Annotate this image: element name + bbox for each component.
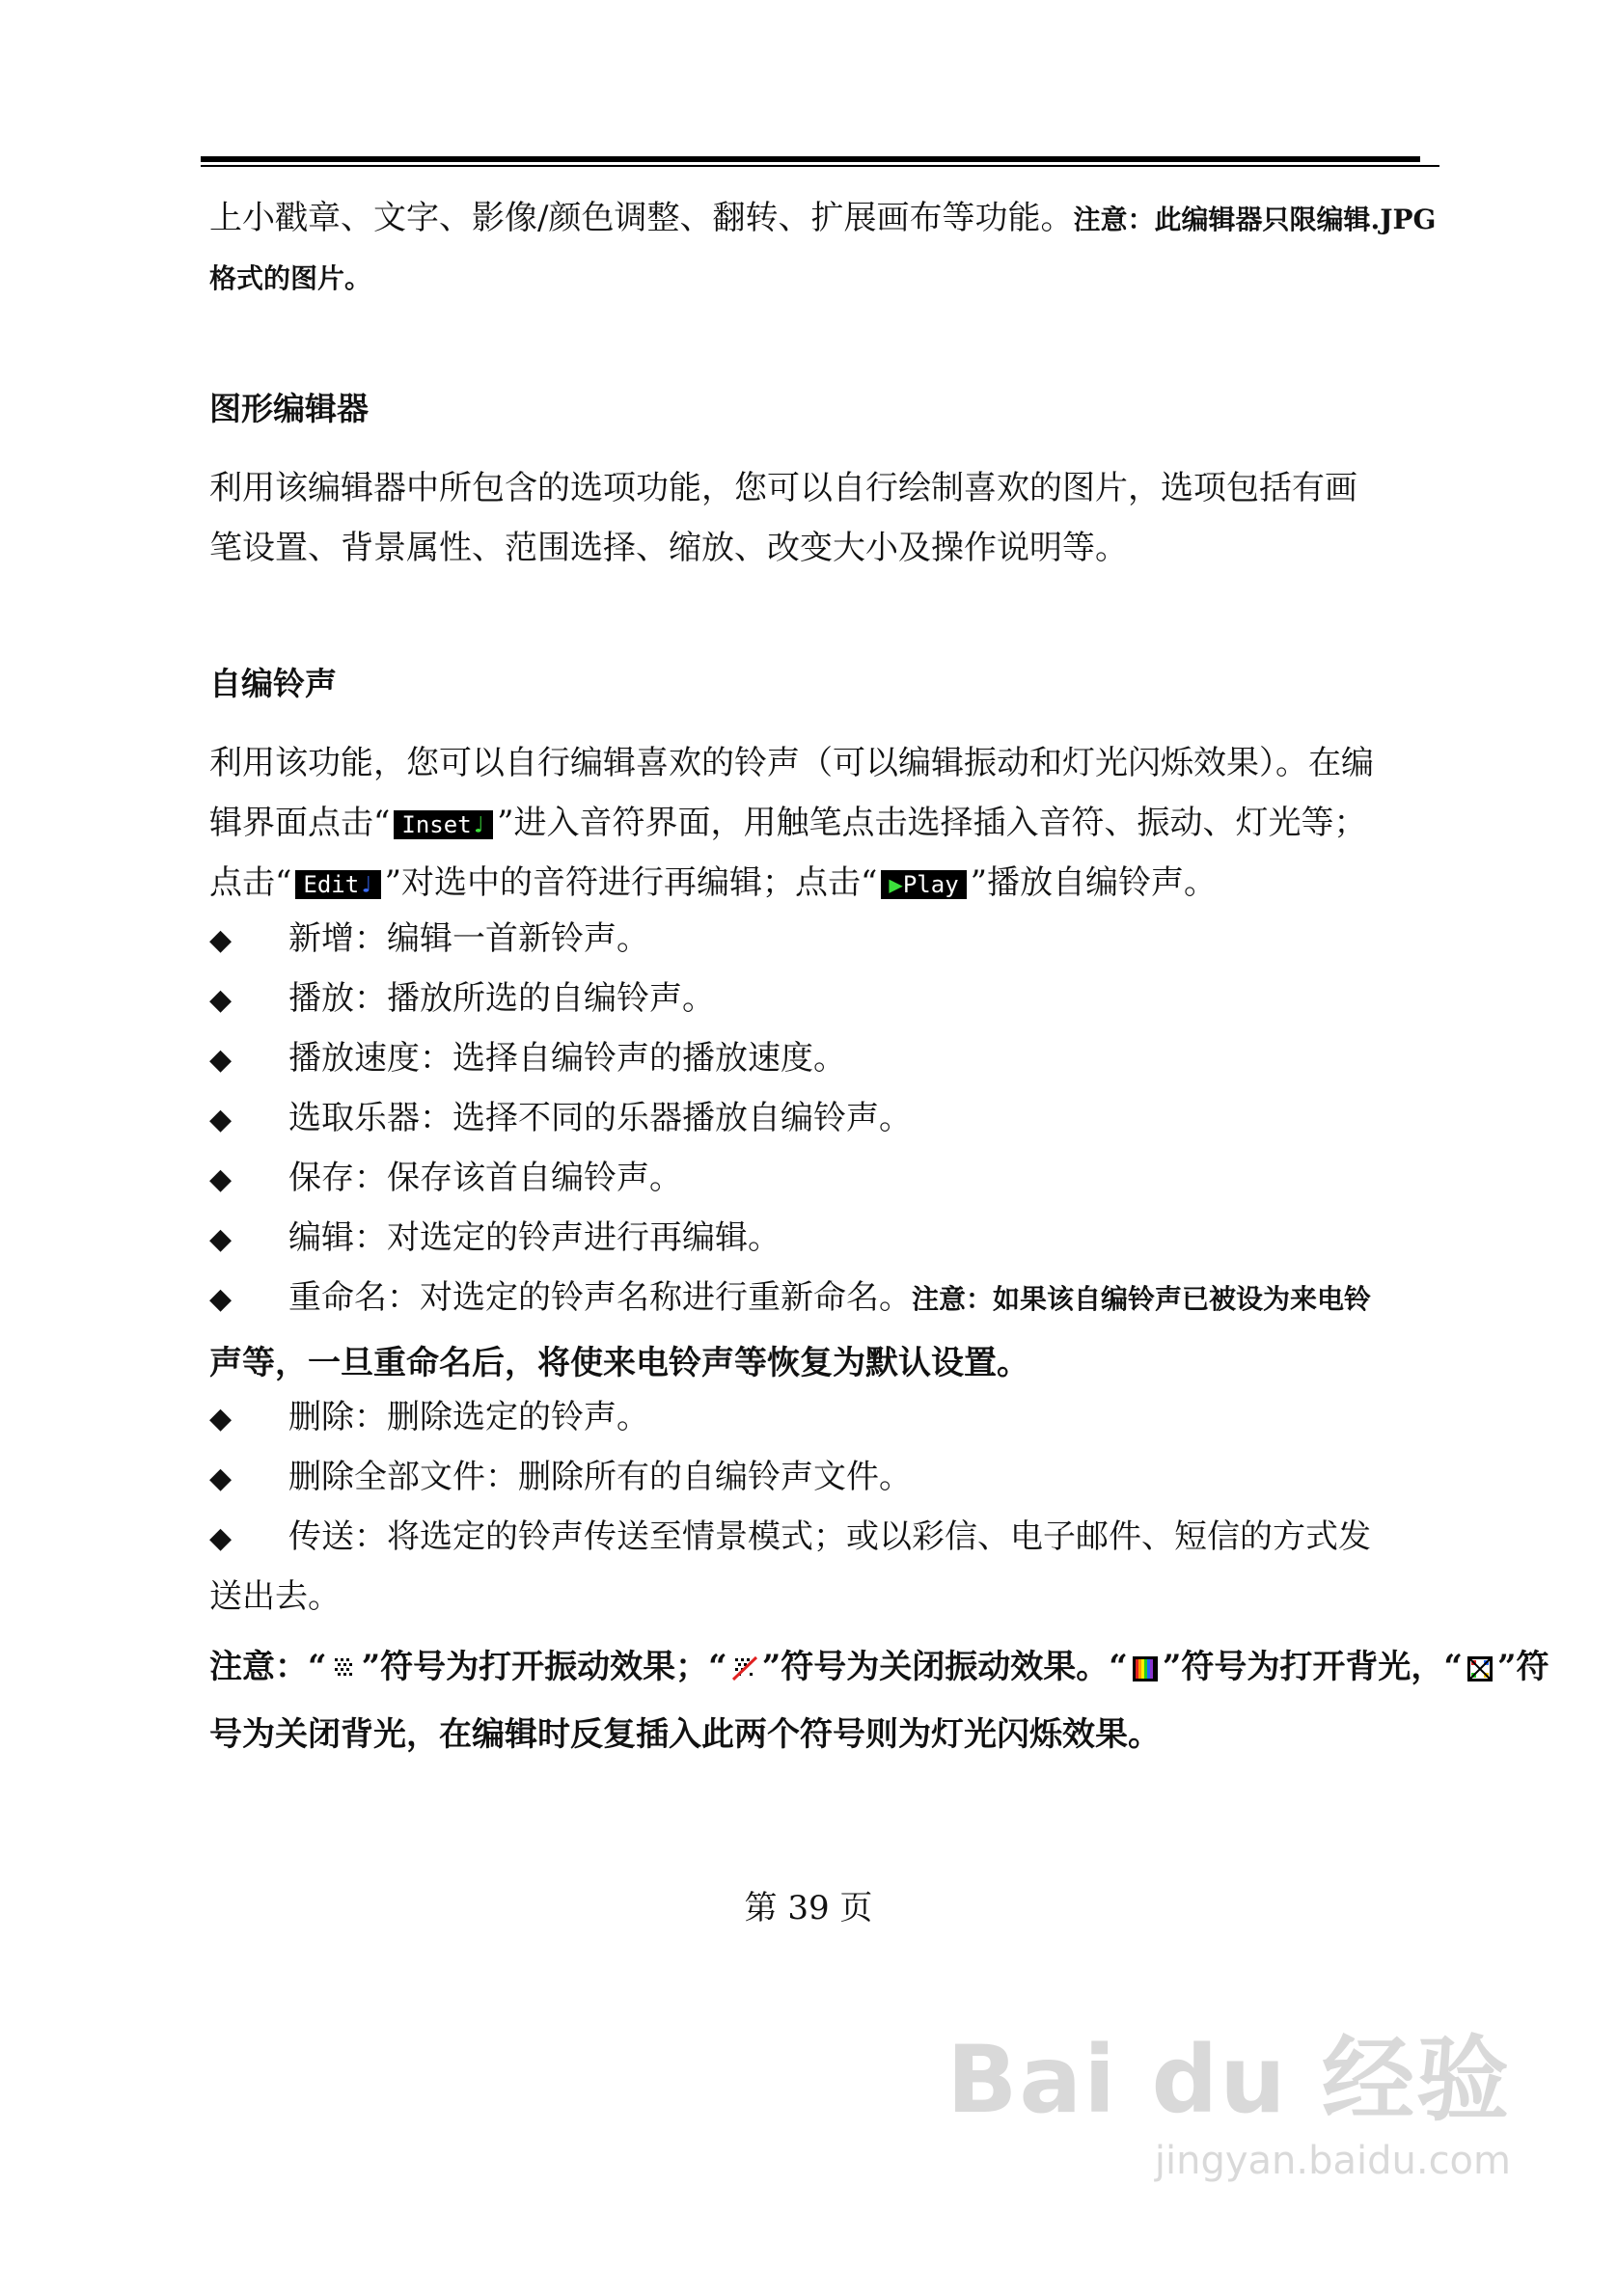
header-rule-thick xyxy=(201,156,1420,162)
play-button-image xyxy=(881,870,966,899)
graphic-editor-line2: 笔设置、背景属性、范围选择、缩放、改变大小及操作说明等。 xyxy=(209,529,1128,567)
top-paragraph-line2: 格式的图片。 xyxy=(209,262,372,294)
note-part: ”符号为打开背光，“ xyxy=(1162,1648,1463,1686)
rename-note: 注意：如果该自编铃声已被设为来电铃 xyxy=(912,1283,1372,1315)
ringtone-line1: 利用该功能，您可以自行编辑喜欢的铃声（可以编辑振动和灯光闪烁效果）。在编 xyxy=(209,744,1374,782)
music-note-icon: ♩ xyxy=(359,871,373,898)
section-heading-graphic-editor: 图形编辑器 xyxy=(209,390,369,427)
edit-button-image xyxy=(295,870,380,899)
play-button-label: Play xyxy=(902,871,959,898)
list-item-text: 保存：保存该首自编铃声。 xyxy=(288,1159,682,1197)
backlight-off-icon xyxy=(1466,1654,1494,1683)
list-item-text: 删除全部文件：删除所有的自编铃声文件。 xyxy=(288,1458,912,1496)
bullet-diamond-icon: ◆ xyxy=(209,1462,233,1495)
graphic-editor-line1: 利用该编辑器中所包含的选项功能，您可以自行绘制喜欢的图片，选项包括有画 xyxy=(209,469,1357,507)
bullet-diamond-icon: ◆ xyxy=(209,1282,233,1316)
list-item xyxy=(209,1450,912,1497)
note-part: ”符号为关闭振动效果。“ xyxy=(761,1648,1128,1686)
list-item-text: 新增：编辑一首新铃声。 xyxy=(288,919,649,958)
music-note-icon: ♩ xyxy=(471,811,486,838)
edit-button-label: Edit xyxy=(303,871,360,898)
ringtone-line3-b: ”对选中的音符进行再编辑；点击“ xyxy=(384,863,878,902)
list-item xyxy=(209,1031,846,1079)
bullet-diamond-icon: ◆ xyxy=(209,923,233,957)
list-item xyxy=(209,1091,912,1138)
list-item xyxy=(209,1211,781,1258)
watermark-url: jingyan.baidu.com xyxy=(1154,2139,1511,2183)
bullet-diamond-icon: ◆ xyxy=(209,1402,233,1435)
list-item-text: 传送：将选定的铃声传送至情景模式；或以彩信、电子邮件、短信的方式发 xyxy=(288,1517,1371,1556)
rename-note-line2: 声等，一旦重命名后，将使来电铃声等恢复为默认设置。 xyxy=(209,1344,1029,1382)
ringtone-line2-b: ”进入音符界面，用触笔点击选择插入音符、振动、灯光等； xyxy=(497,804,1367,842)
list-item xyxy=(209,971,715,1019)
ringtone-line3-c: ”播放自编铃声。 xyxy=(970,863,1218,902)
header-rule-thin xyxy=(201,165,1439,167)
send-line2: 送出去。 xyxy=(209,1577,341,1616)
list-item-rename xyxy=(209,1271,1371,1318)
list-item-text: 删除：删除选定的铃声。 xyxy=(288,1398,649,1436)
bullet-diamond-icon: ◆ xyxy=(209,1103,233,1136)
top-paragraph-note: 注意：此编辑器只限编辑.JPG xyxy=(1073,204,1437,235)
insert-button-image xyxy=(394,810,493,839)
vibration-on-icon xyxy=(331,1654,358,1683)
top-paragraph-line1 xyxy=(209,188,1435,250)
page-number: 第 39 页 xyxy=(744,1889,873,1927)
list-item-text: 播放：播放所选的自编铃声。 xyxy=(288,979,715,1018)
bullet-diamond-icon: ◆ xyxy=(209,1521,233,1555)
list-item xyxy=(209,1151,682,1198)
note-part: ”符号为打开振动效果；“ xyxy=(361,1648,727,1686)
play-icon: ▶ xyxy=(889,871,903,898)
bullet-diamond-icon: ◆ xyxy=(209,1043,233,1077)
bullet-diamond-icon: ◆ xyxy=(209,983,233,1017)
list-item-text: 重命名：对选定的铃声名称进行重新命名。 xyxy=(288,1278,912,1317)
bullet-diamond-icon: ◆ xyxy=(209,1162,233,1196)
list-item-text: 编辑：对选定的铃声进行再编辑。 xyxy=(288,1218,781,1257)
symbols-note-line1 xyxy=(209,1640,1549,1687)
list-item-send xyxy=(209,1510,1371,1557)
watermark-brand: Bai du 经验 xyxy=(946,2026,1511,2134)
backlight-on-icon xyxy=(1132,1654,1159,1683)
note-part: ”符 xyxy=(1496,1648,1549,1686)
ringtone-line3-a: 点击“ xyxy=(209,863,292,902)
vibration-off-icon xyxy=(731,1654,758,1683)
list-item-text: 播放速度：选择自编铃声的播放速度。 xyxy=(288,1039,846,1078)
top-paragraph-text: 上小戳章、文字、影像/颜色调整、翻转、扩展画布等功能。 xyxy=(209,199,1074,237)
symbols-note-line2: 号为关闭背光，在编辑时反复插入此两个符号则为灯光闪烁效果。 xyxy=(209,1715,1161,1754)
section-heading-ringtone: 自编铃声 xyxy=(209,665,337,702)
list-item-text: 选取乐器：选择不同的乐器播放自编铃声。 xyxy=(288,1099,912,1137)
note-part: 注意：“ xyxy=(209,1648,327,1686)
insert-button-label: Inset xyxy=(401,811,472,838)
ringtone-line2-a: 辑界面点击“ xyxy=(209,804,391,842)
ringtone-line3 xyxy=(209,853,1435,913)
baidu-watermark xyxy=(946,2007,1511,2183)
list-item xyxy=(209,1390,649,1437)
list-item xyxy=(209,912,649,959)
bullet-diamond-icon: ◆ xyxy=(209,1222,233,1256)
ringtone-line2 xyxy=(209,793,1435,853)
